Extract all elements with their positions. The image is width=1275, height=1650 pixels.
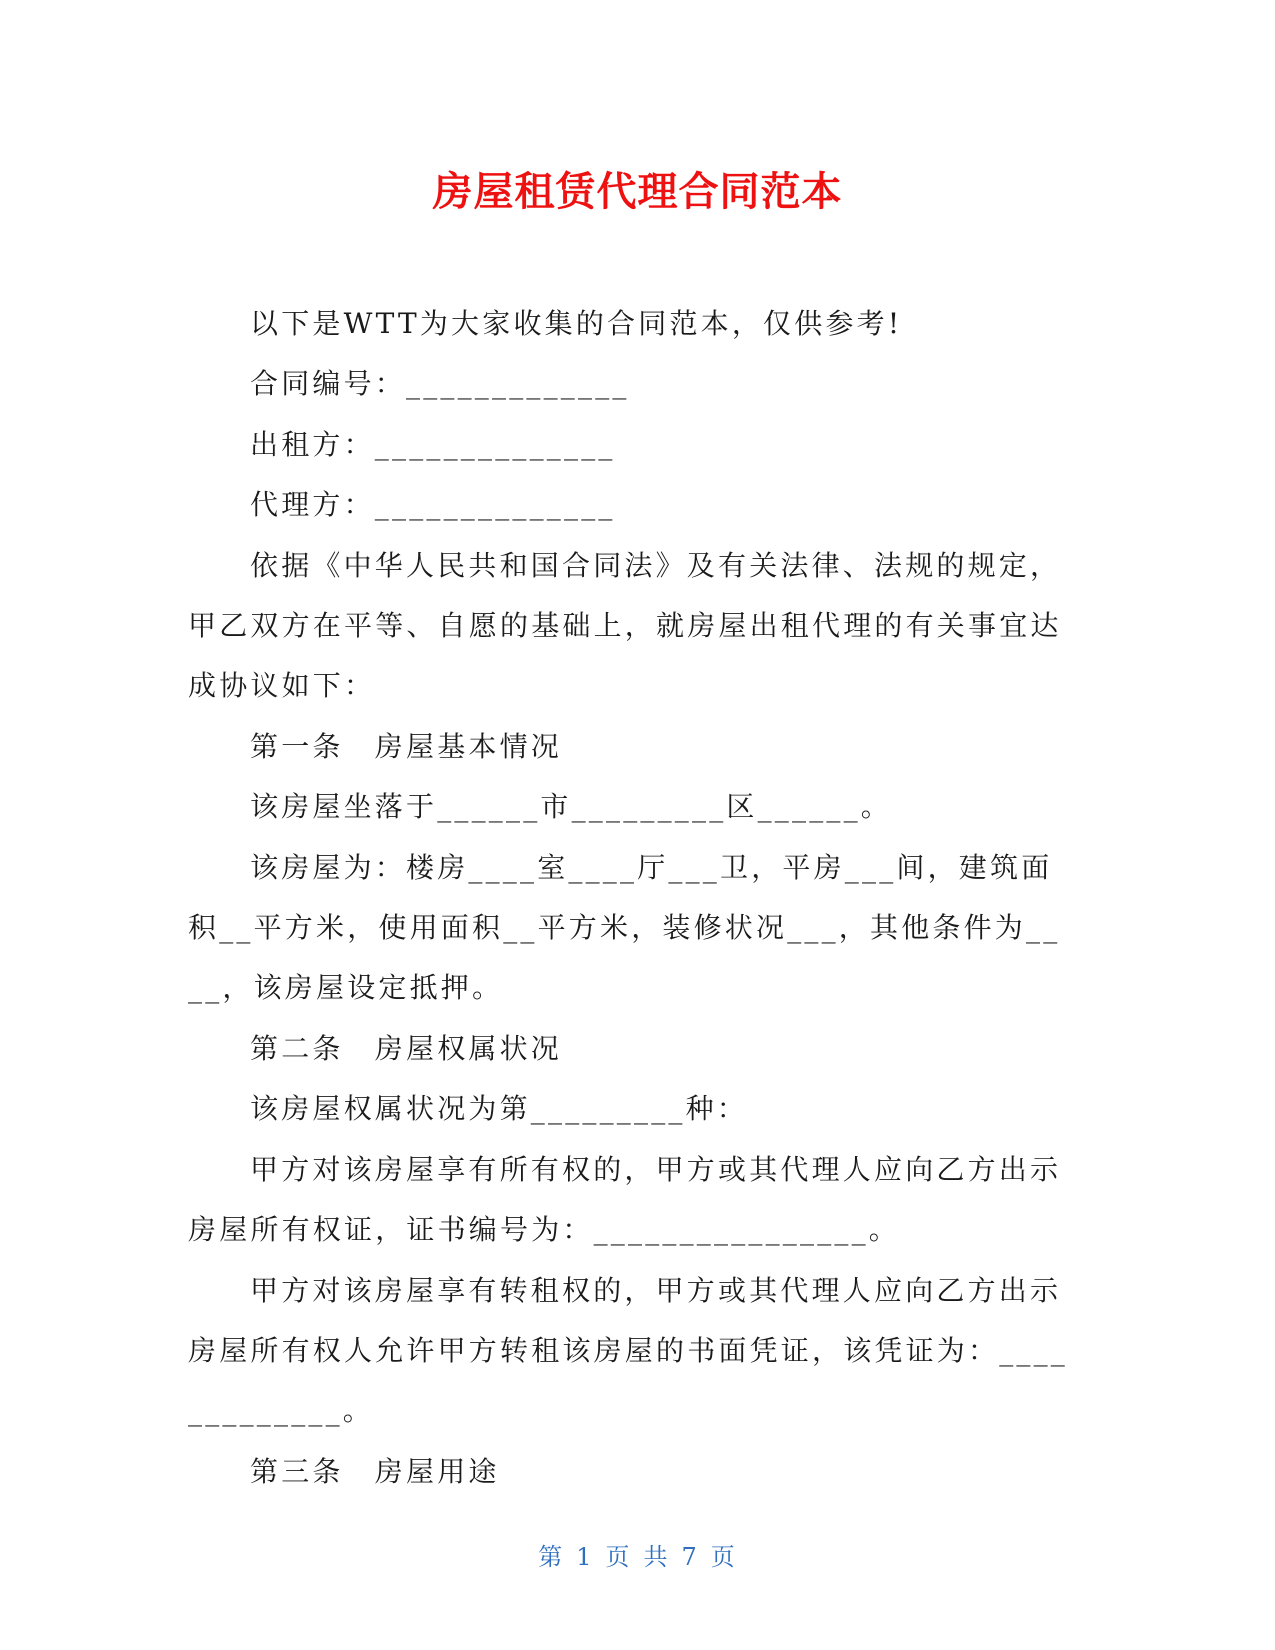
lessor-line: 出租方：______________	[250, 427, 616, 461]
footer-total-pages: 7	[681, 1543, 699, 1571]
intro-paragraph: 以下是WTT为大家收集的合同范本，仅供参考!	[250, 307, 903, 340]
property-details-paragraph: 该房屋为：楼房____室____厅___卫，平房___间，建筑面积__平方米，使用面积__平方米，装修状况___，其他条件为____，该房屋设定抵押。	[188, 850, 1061, 1005]
property-location-paragraph: 该房屋坐落于______市_________区______。	[250, 790, 893, 824]
agent-line: 代理方：______________	[250, 488, 616, 522]
preamble-paragraph: 依据《中华人民共和国合同法》及有关法律、法规的规定，甲乙双方在平等、自愿的基础上，就房屋出租代理的有关事宜达成协议如下：	[188, 548, 1062, 703]
article-1-heading: 第一条 房屋基本情况	[250, 729, 563, 763]
footer-label-total: 共	[643, 1543, 670, 1571]
sublease-right-paragraph: 甲方对该房屋享有转租权的，甲方或其代理人应向乙方出示房屋所有权人允许甲方转租该房屋的书面凭证，该凭证为：_____________。	[188, 1273, 1069, 1428]
article-3-heading: 第三条 房屋用途	[250, 1454, 500, 1488]
ownership-type-paragraph: 该房屋权属状况为第_________种：	[250, 1092, 749, 1126]
document-body	[188, 294, 1068, 1502]
article-2-heading: 第二条 房屋权属状况	[250, 1031, 563, 1065]
footer-label-page: 第	[538, 1543, 565, 1571]
contract-number-line: 合同编号：_____________	[250, 367, 630, 401]
document-title: 房屋租赁代理合同范本	[432, 169, 843, 215]
footer-current-page: 1	[576, 1543, 594, 1571]
footer-label-of: 页	[605, 1543, 632, 1571]
page-footer	[0, 1541, 1275, 1573]
ownership-certificate-paragraph: 甲方对该房屋享有所有权的，甲方或其代理人应向乙方出示房屋所有权证，证书编号为：________________。	[188, 1152, 1062, 1247]
footer-label-pages: 页	[710, 1543, 737, 1571]
